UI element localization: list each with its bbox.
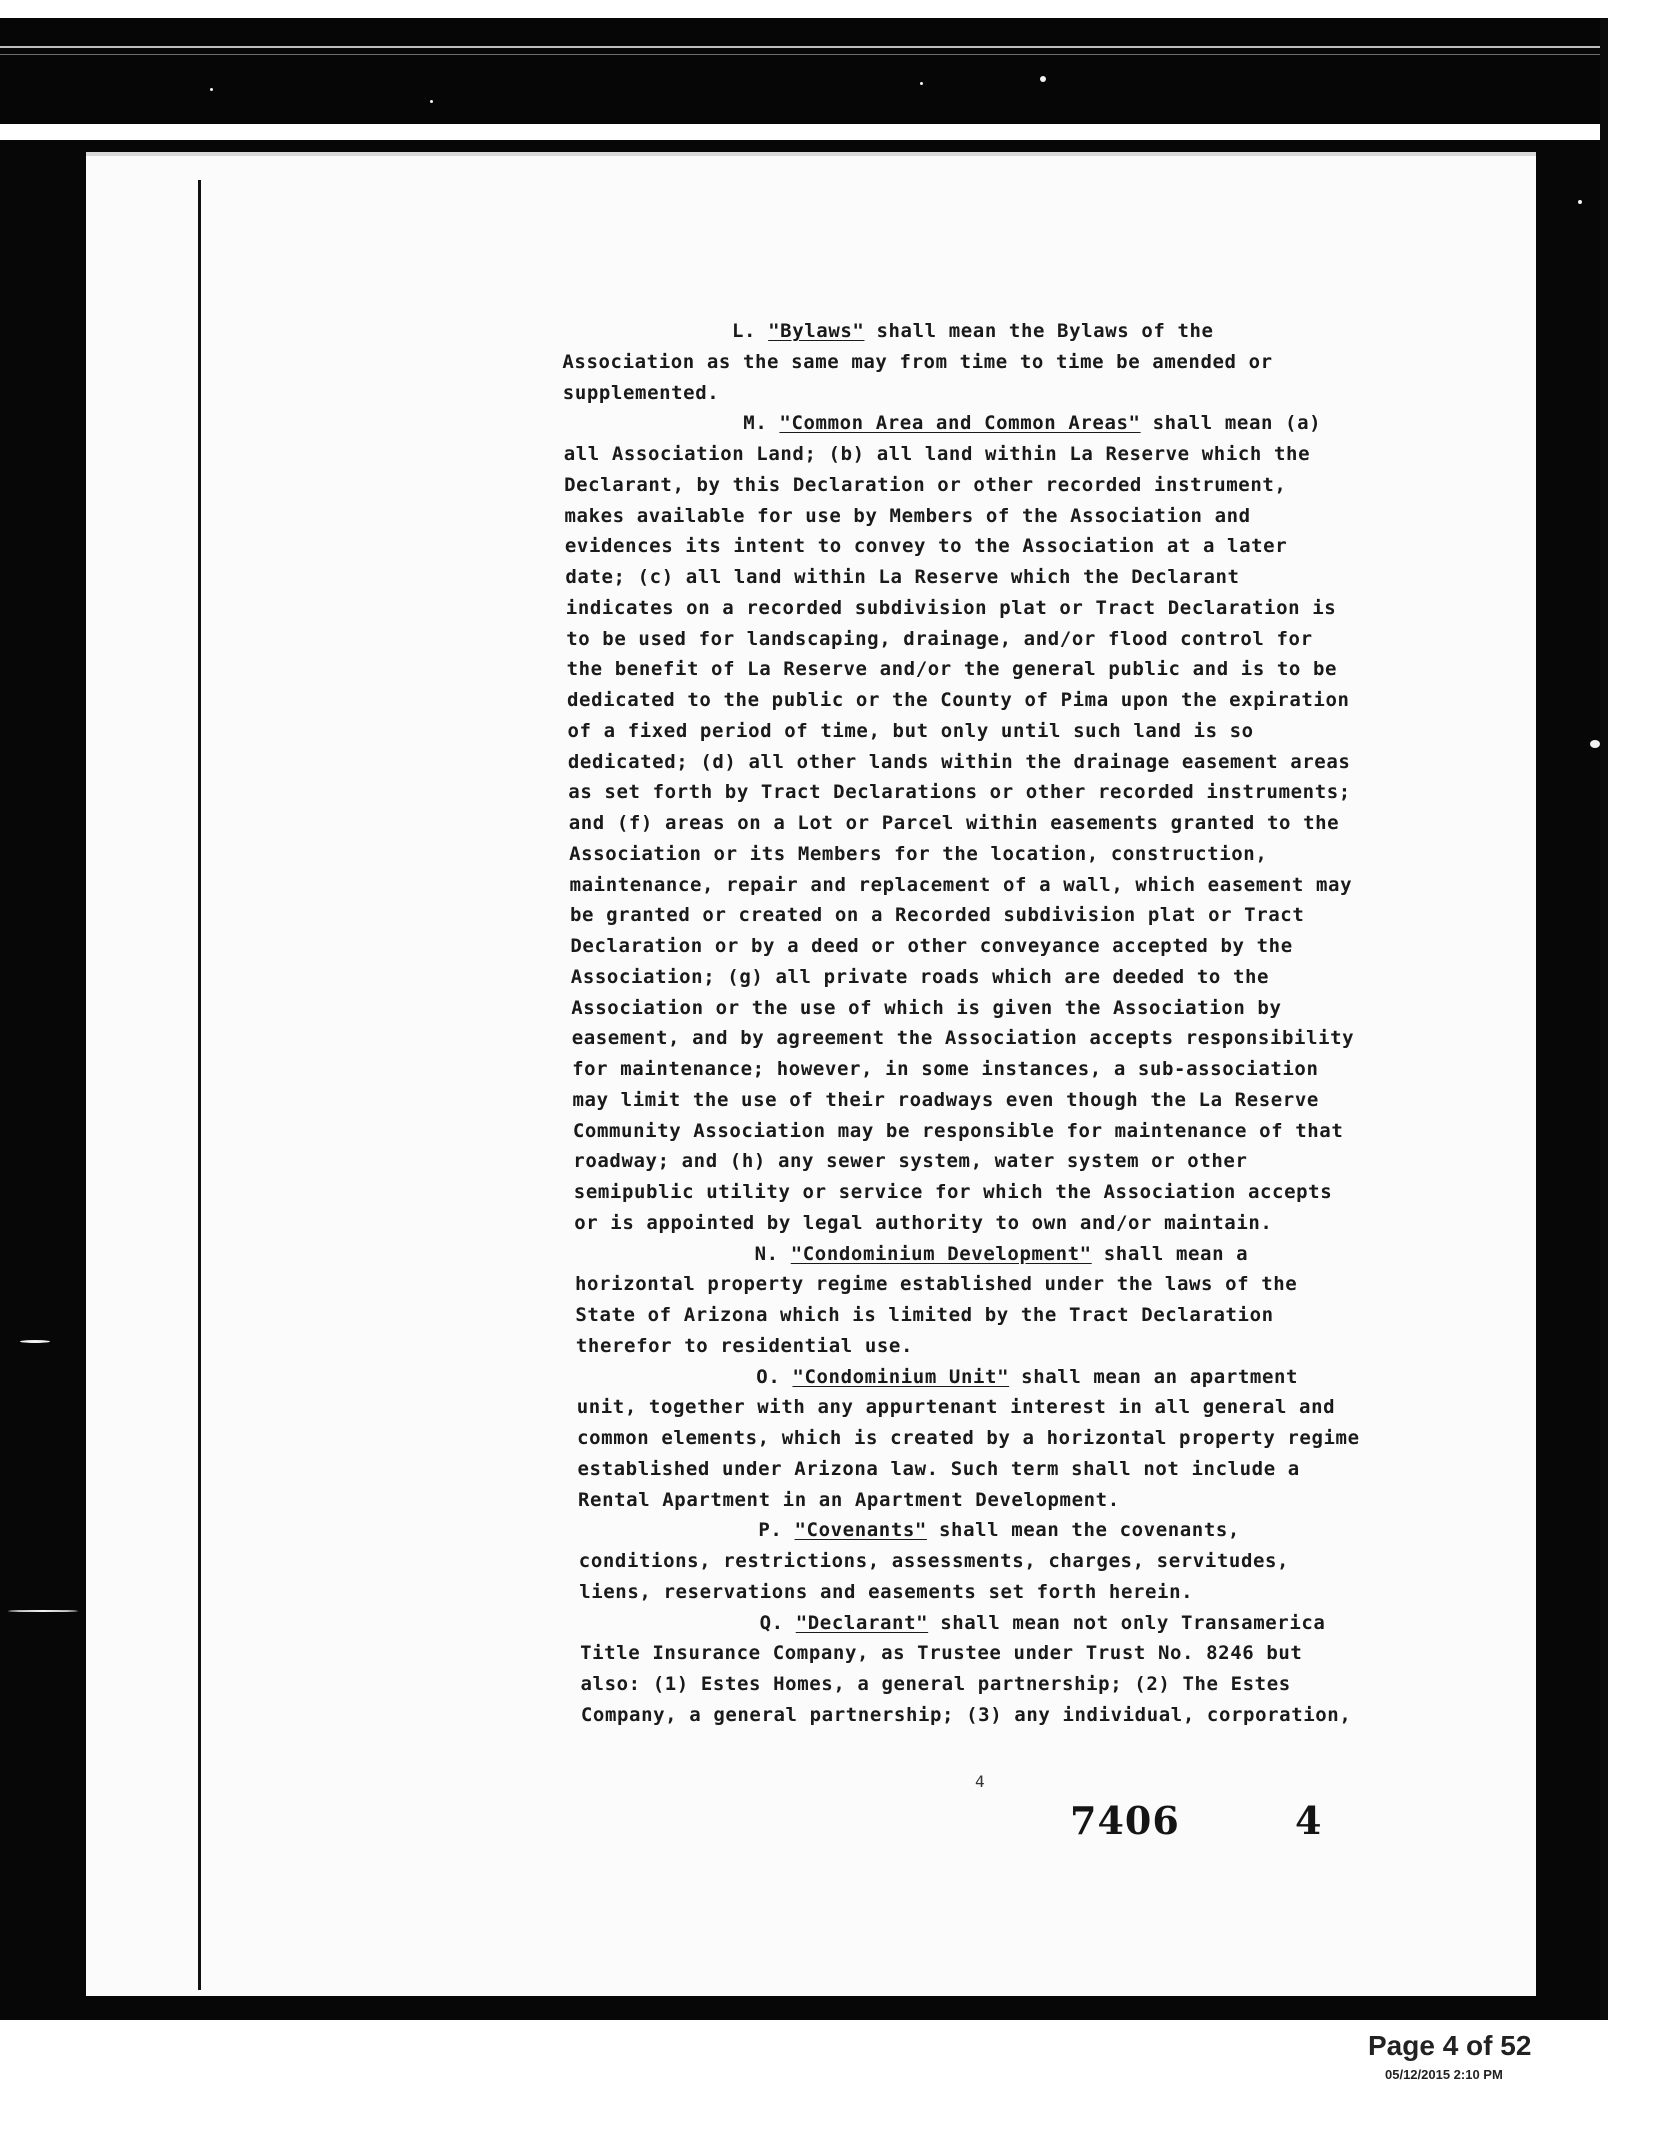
document-line [575,1302,1273,1328]
defined-term: "Condominium Unit" [792,1365,1010,1388]
line-text: N. [754,1242,791,1265]
document-line [581,1702,1352,1728]
line-text: liens, reservations and easements set forth herein. [579,1580,1194,1603]
line-text: P. [758,1519,795,1542]
line-text: unit, together with any appurtenant interest in all general and [576,1396,1336,1419]
line-text: Association or its Members for the location, construction, [569,842,1268,865]
line-text: therefor to residential use. [575,1334,913,1357]
document-line [755,1241,1249,1267]
line-text: date; (c) all land within La Reserve which the Declarant [565,566,1240,588]
line-text: M. [743,412,780,435]
document-line [562,349,1272,375]
defined-term: "Common Area and Common Areas" [779,412,1141,435]
document-line [578,1456,1300,1482]
line-text: Community Association may be responsible for maintenance of that [572,1119,1344,1142]
line-text: of a fixed period of time, but only until such land is so [567,719,1254,742]
line-text: semipublic utility or service for which the Association accepts [573,1181,1333,1203]
document-line [576,1333,913,1359]
line-text: conditions, restrictions, assessments, charges, servitudes, [578,1550,1290,1572]
document-line [572,1025,1355,1051]
document-line [573,1118,1344,1144]
line-text: Association as the same may from time to time be amended or [562,350,1273,373]
document-line [577,1425,1360,1451]
recording-stamp-page: 4 [1295,1798,1323,1843]
line-text: Title Insurance Company, as Trustee under Trust No. 8246 but [580,1642,1303,1665]
line-text: or is appointed by legal authority to own and/or maintain. [574,1211,1273,1234]
line-text: makes available for use by Members of the Association and [564,504,1251,527]
document-line [579,1548,1289,1574]
document-line [566,626,1312,652]
scan-top-border [0,18,1600,124]
document-line [569,841,1267,867]
scan-right-edge [1600,18,1608,2020]
document-line [571,964,1269,990]
line-text: the benefit of La Reserve and/or the general public and is to be [566,658,1338,681]
line-text: supplemented. [562,381,720,404]
document-line [568,779,1351,805]
line-text-continued: shall mean not only Transamerica [928,1611,1326,1634]
line-text: indicates on a recorded subdivision plat or Tract Declaration is [565,596,1337,619]
line-text: L. [732,320,769,342]
defined-term: "Bylaws" [768,320,865,342]
document-line [732,318,1214,344]
line-text: Association; (g) all private roads which are deeded to the [570,965,1270,988]
line-text: all Association Land; (b) all land within La Reserve which the [563,443,1311,465]
line-text: State of Arizona which is limited by the Tract Declaration [575,1304,1274,1326]
line-text: common elements, which is created by a horizontal property regime [577,1427,1360,1449]
line-text-continued: shall mean the covenants, [926,1519,1240,1542]
line-text: O. [756,1365,793,1388]
defined-term: "Covenants" [794,1519,927,1542]
document-line [581,1671,1291,1697]
document-line [565,503,1251,529]
line-text-continued: shall mean a [1091,1242,1249,1265]
line-text: horizontal property regime established under the laws of the [575,1273,1298,1296]
document-line [568,718,1254,744]
document-line [578,1487,1120,1513]
document-line [573,1087,1319,1113]
line-text: Rental Apartment in an Apartment Development. [578,1488,1120,1511]
document-line [574,1179,1332,1205]
document-line [567,656,1338,682]
defined-term: "Declarant" [795,1611,929,1634]
document-line [565,533,1287,559]
document-line [758,1517,1240,1543]
document-line [567,687,1350,713]
line-text: Declarant, by this Declaration or other recorded instrument, [564,473,1287,496]
document-line [573,1148,1247,1174]
document-line [564,441,1310,467]
document-line [743,410,1321,436]
document-line [580,1640,1302,1666]
document-line [577,1394,1335,1420]
document-line [575,1271,1297,1297]
document-line [564,472,1286,498]
line-text: easement, and by agreement the Association accepts responsibility [571,1027,1355,1050]
document-line [566,595,1337,621]
document-line [572,1056,1318,1082]
line-text-continued: shall mean the Bylaws of the [864,320,1214,342]
line-text: and (f) areas on a Lot or Parcel within easements granted to the [568,812,1340,834]
footer-page-label: Page 4 of 52 [1368,2030,1532,2061]
document-line [570,872,1353,898]
line-text: may limit the use of their roadways even though the La Reserve [572,1088,1319,1111]
line-text-continued: shall mean (a) [1140,412,1322,435]
line-text: Association or the use of which is given the Association by [571,996,1282,1019]
document-line [570,933,1292,959]
recording-stamp-book: 7406 [1070,1798,1180,1843]
document-line [756,1364,1298,1390]
line-text: be granted or created on a Recorded subdivision plat or Tract [570,904,1305,927]
document-line [574,1210,1272,1236]
line-text: Company, a general partnership; (3) any individual, corporation, [580,1703,1352,1726]
line-text: also: (1) Estes Homes, a general partnership; (2) The Estes [580,1673,1291,1695]
document-line [568,749,1351,775]
page-number: 4 [975,1772,985,1791]
defined-term: "Condominium Development" [790,1242,1092,1265]
line-text: roadway; and (h) any sewer system, water system or other [573,1150,1248,1173]
document-line [579,1579,1193,1605]
line-text: Q. [759,1611,796,1634]
line-text: as set forth by Tract Declarations or other recorded instruments; [568,781,1351,804]
footer-timestamp: 05/12/2015 2:10 PM [1385,2067,1503,2082]
document-line [760,1610,1326,1636]
document-line [565,564,1239,590]
line-text: evidences its intent to convey to the Association at a later [564,535,1288,558]
line-text: to be used for landscaping, drainage, and/or flood control for [566,627,1313,650]
line-text: dedicated to the public or the County of Pima upon the expiration [567,689,1350,711]
line-text: Declaration or by a deed or other conveyance accepted by the [570,935,1293,957]
document-line [563,380,720,406]
line-text: dedicated; (d) all other lands within the drainage easement areas [567,750,1351,773]
document-line [569,810,1340,836]
line-text: for maintenance; however, in some instances, a sub-association [572,1058,1319,1080]
document-line [570,902,1304,928]
line-text-continued: shall mean an apartment [1009,1365,1299,1388]
document-line [571,995,1281,1021]
line-text: established under Arizona law. Such term shall not include a [577,1457,1300,1480]
binding-line [198,180,201,1990]
line-text: maintenance, repair and replacement of a wall, which easement may [569,873,1353,896]
